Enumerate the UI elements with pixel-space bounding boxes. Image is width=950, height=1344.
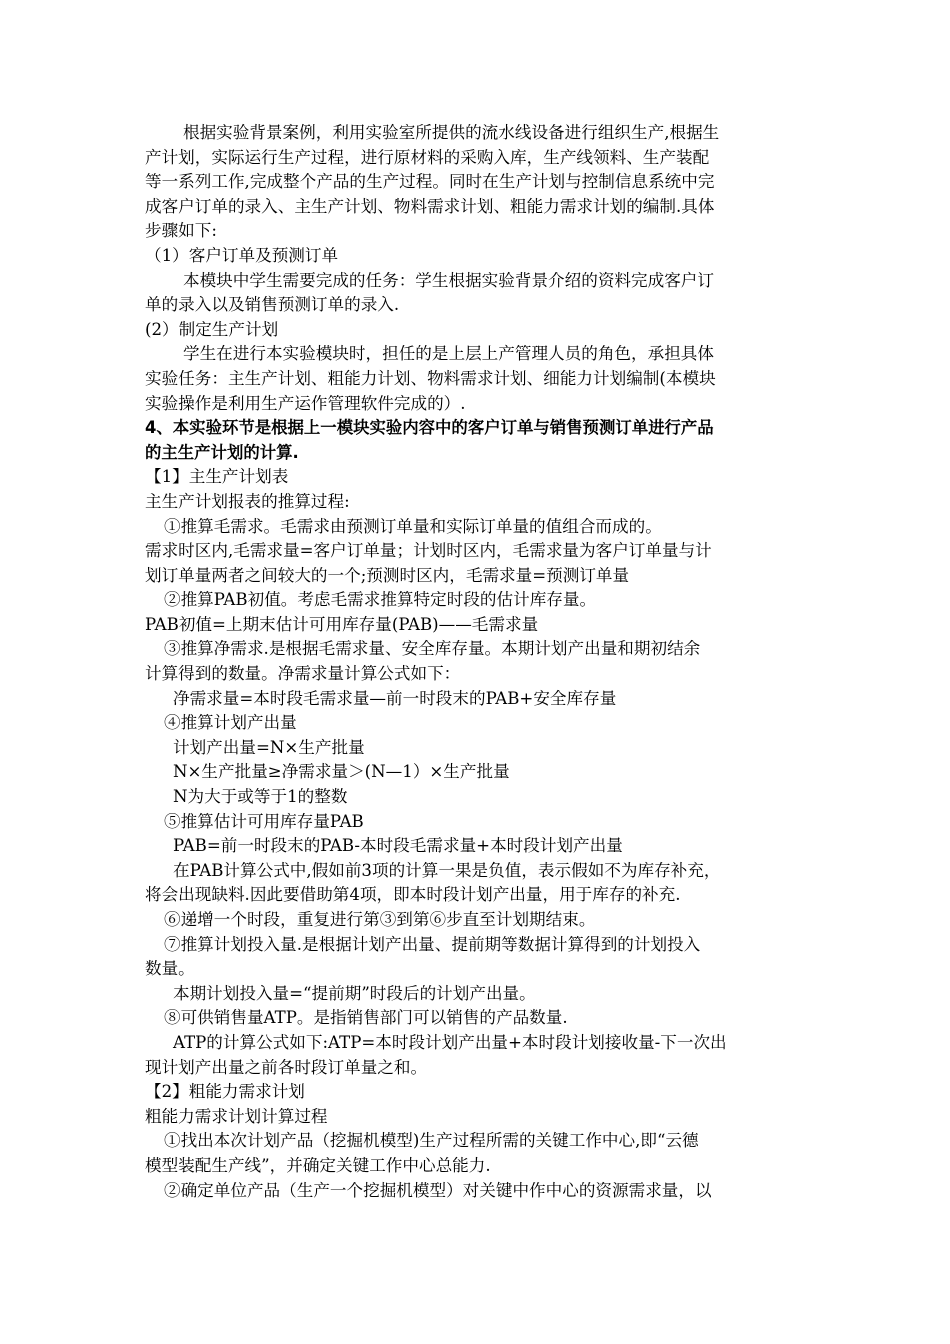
- text-line: （1）客户订单及预测订单: [145, 245, 339, 265]
- text-line: 划订单量两者之间较大的一个;预测时区内，毛需求量=预测订单量: [145, 565, 630, 585]
- text-line: 实验任务：主生产计划、粗能力计划、物料需求计划、细能力计划编制(本模块: [145, 368, 716, 388]
- text-line: 产计划，实际运行生产过程，进行原材料的采购入库，生产线领料、生产装配: [145, 147, 710, 167]
- text-line: 单的录入以及销售预测订单的录入.: [145, 295, 400, 315]
- text-line: ⑧可供销售量ATP。是指销售部门可以销售的产品数量.: [164, 1008, 568, 1028]
- text-line: ATP的计算公式如下:ATP=本时段计划产出量+本时段计划接收量-下一次出: [173, 1032, 727, 1052]
- text-line: ⑤推算估计可用库存量PAB: [164, 811, 364, 831]
- text-line: 等一系列工作,完成整个产品的生产过程。同时在生产计划与控制信息系统中完: [145, 172, 715, 192]
- text-line: ④推算计划产出量: [164, 713, 297, 733]
- text-line: N×生产批量≥净需求量＞(N—1）×生产批量: [173, 762, 510, 782]
- text-line: 计算得到的数量。净需求量计算公式如下：: [145, 664, 461, 684]
- text-line: 成客户订单的录入、主生产计划、物料需求计划、粗能力需求计划的编制.具体: [145, 196, 715, 216]
- text-line: ②推算PAB初值。考虑毛需求推算特定时段的估计库存量。: [164, 590, 597, 610]
- document-body: [145, 121, 815, 1203]
- text-line: ③推算净需求.是根据毛需求量、安全库存量。本期计划产出量和期初结余: [164, 639, 701, 659]
- text-line: PAB初值=上期末估计可用库存量(PAB)——毛需求量: [145, 614, 539, 634]
- text-line: 在PAB计算公式中,假如前3项的计算一果是负值，表示假如不为库存补充，: [173, 860, 721, 880]
- text-line: N为大于或等于1的整数: [173, 787, 348, 807]
- text-line: 本期计划投入量=“提前期”时段后的计划产出量。: [173, 983, 536, 1003]
- text-line: 数量。: [145, 959, 195, 979]
- text-line: 需求时区内,毛需求量=客户订单量；计划时区内，毛需求量为客户订单量与计: [145, 541, 712, 561]
- text-line: 【2】粗能力需求计划: [145, 1082, 305, 1102]
- text-line: 计划产出量=N×生产批量: [173, 737, 365, 757]
- text-line: 【1】主生产计划表: [145, 467, 289, 487]
- text-line: 净需求量=本时段毛需求量—前一时段末的PAB+安全库存量: [173, 688, 617, 708]
- text-line: ⑥递增一个时段，重复进行第③到第⑥步直至计划期结束。: [164, 910, 596, 929]
- text-line: 根据实验背景案例，利用实验室所提供的流水线设备进行组织生产,根据生: [183, 123, 720, 142]
- text-line: (2）制定生产计划: [145, 319, 279, 339]
- text-line: ①推算毛需求。毛需求由预测订单量和实际订单量的值组合而成的。: [164, 516, 662, 536]
- text-line: PAB=前一时段末的PAB-本时段毛需求量+本时段计划产出量: [173, 836, 623, 856]
- text-line: 学生在进行本实验模块时，担任的是上层上产管理人员的角色，承担具体: [183, 344, 714, 364]
- text-line: 本模块中学生需要完成的任务：学生根据实验背景介绍的资料完成客户订: [183, 270, 714, 290]
- text-line: 步骤如下:: [145, 221, 217, 241]
- text-line: 将会出现缺料.因此要借助第4项，即本时段计划产出量，用于库存的补充.: [145, 885, 681, 905]
- text-line: 实验操作是利用生产运作管理软件完成的）.: [145, 393, 466, 413]
- bold-heading-line: 的主生产计划的计算.: [145, 442, 299, 462]
- text-line: 粗能力需求计划计算过程: [145, 1106, 328, 1126]
- text-line: 模型装配生产线”，并确定关键工作中心总能力.: [145, 1155, 491, 1175]
- text-line: ②确定单位产品（生产一个挖掘机模型）对关键中作中心的资源需求量，以: [164, 1180, 712, 1200]
- text-line: ⑦推算计划投入量.是根据计划产出量、提前期等数据计算得到的计划投入: [164, 934, 701, 954]
- text-line: 现计划产出量之前各时段订单量之和。: [145, 1057, 428, 1077]
- text-line: 主生产计划报表的推算过程:: [145, 491, 350, 511]
- bold-heading-line: 4、本实验环节是根据上一模块实验内容中的客户订单与销售预测订单进行产品: [145, 418, 714, 438]
- text-line: ①找出本次计划产品（挖掘机模型)生产过程所需的关键工作中心,即“云德: [164, 1131, 699, 1151]
